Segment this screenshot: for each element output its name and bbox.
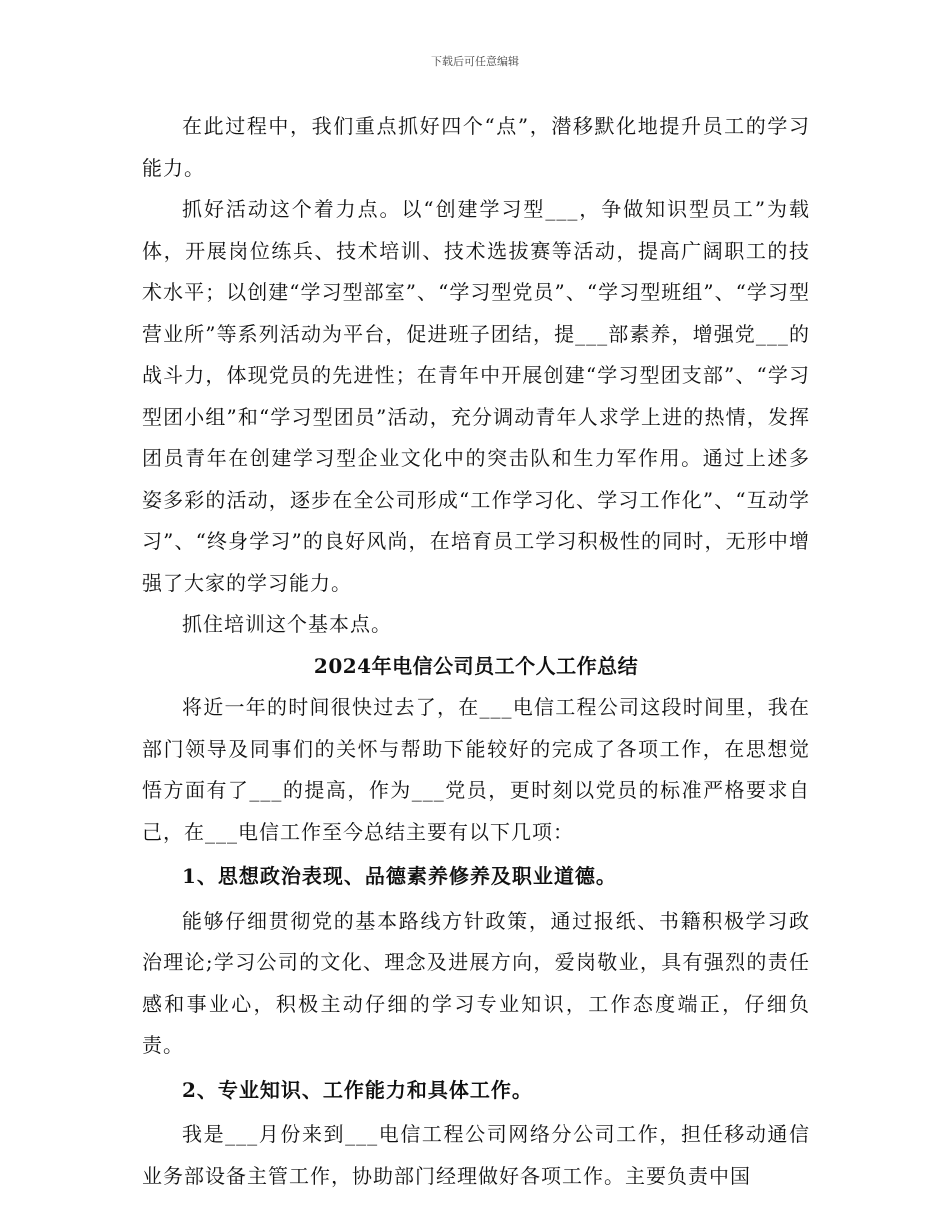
document-title: 2024年电信公司员工个人工作总结 bbox=[313, 653, 639, 678]
paragraph-activities: 抓好活动这个着力点。以“创建学习型___，争做知识型员工”为载体，开展岗位练兵、技术培训、技术选拔赛等活动，提高广阔职工的技术水平；以创建“学习型部室”、“学习型党员”、“学习型班组”、“学习型营业所”等系列活动为平台，促进班子团结，提___部素养，增强党___的战斗力，体现党员的先进性；在青年中开展创建“学习型团支部”、“学习型团小组”和“学习型团员”活动，充分调动青年人求学上进的热情，发挥团员青年在创建学习型企业文化中的突击队和生力军作用。通过上述多姿多彩的活动，逐步在全公司形成“工作学习化、学习工作化”、“互动学习”、“终身学习”的良好风尚，在培育员工学习积极性的同时，无形中增强了大家的学习能力。 bbox=[142, 197, 810, 595]
header-note: 下载后可任意编辑 bbox=[431, 55, 519, 68]
document-body bbox=[142, 106, 810, 1197]
paragraph-intro: 在此过程中，我们重点抓好四个“点”，潜移默化地提升员工的学习能力。 bbox=[142, 114, 810, 180]
paragraph-training: 抓住培训这个基本点。 bbox=[182, 612, 392, 636]
paragraph-summary-intro: 将近一年的时间很快过去了，在___电信工程公司这段时间里，我在部门领导及同事们的关怀与帮助下能较好的完成了各项工作，在思想觉悟方面有了___的提高，作为___党员，更时刻以党员的标准严格要求自己，在___电信工作至今总结主要有以下几项： bbox=[142, 695, 810, 844]
paragraph-work: 我是___月份来到___电信工程公司网络分公司工作，担任移动通信业务部设备主管工作，协助部门经理做好各项工作。主要负责中国 bbox=[142, 1122, 810, 1188]
section-heading-2: 2、专业知识、工作能力和具体工作。 bbox=[182, 1077, 533, 1102]
paragraph-politics: 能够仔细贯彻党的基本路线方针政策，通过报纸、书籍积极学习政治理论;学习公司的文化、理念及进展方向，爱岗敬业，具有强烈的责任感和事业心，积极主动仔细的学习专业知识，工作态度端正，仔细负责。 bbox=[142, 908, 810, 1057]
section-heading-1: 1、思想政治表现、品德素养修养及职业道德。 bbox=[182, 864, 617, 888]
